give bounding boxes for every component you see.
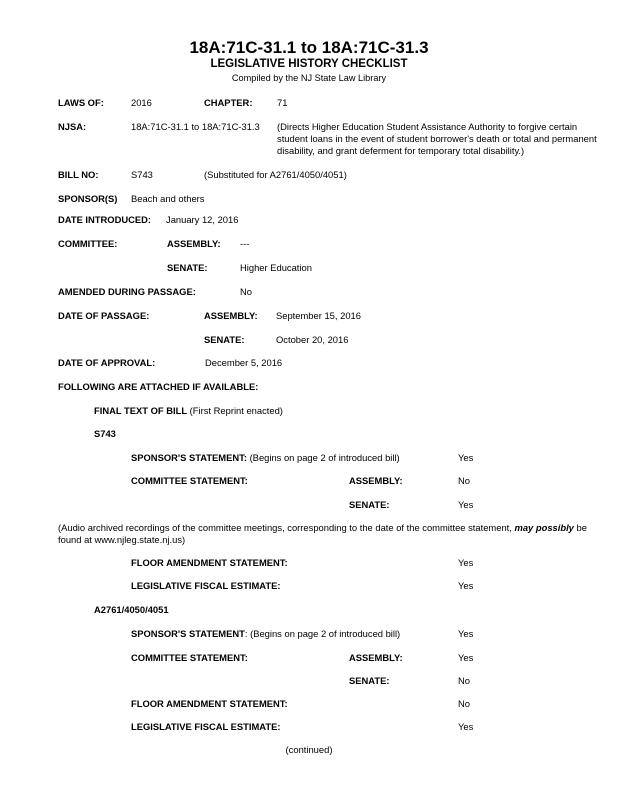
a2761-heading: A2761/4050/4051 bbox=[94, 604, 169, 615]
a2761-floor-value: No bbox=[458, 698, 470, 709]
s743-fiscal-label: LEGISLATIVE FISCAL ESTIMATE: bbox=[131, 580, 281, 591]
a2761-floor-label: FLOOR AMENDMENT STATEMENT: bbox=[131, 698, 288, 709]
bill-no-label: BILL NO: bbox=[58, 169, 99, 180]
audio-note-text-1: (Audio archived recordings of the committee meetings, corresponding to the date of the committee statement, bbox=[58, 522, 515, 533]
a2761-senate-label: SENATE: bbox=[349, 675, 390, 686]
a2761-sponsor-line bbox=[131, 628, 400, 639]
page-subtitle: LEGISLATIVE HISTORY CHECKLIST bbox=[210, 58, 408, 70]
committee-senate-label: SENATE: bbox=[167, 262, 208, 273]
chapter-label: CHAPTER: bbox=[204, 97, 253, 108]
audio-note bbox=[58, 522, 608, 546]
attached-heading: FOLLOWING ARE ATTACHED IF AVAILABLE: bbox=[58, 381, 259, 392]
continued-note: (continued) bbox=[285, 744, 333, 755]
bill-no-note: (Substituted for A2761/4050/4051) bbox=[204, 169, 347, 180]
njsa-value: 18A:71C-31.1 to 18A:71C-31.3 bbox=[131, 121, 260, 132]
audio-note-text-3: ) bbox=[182, 534, 186, 545]
s743-committee-label: COMMITTEE STATEMENT: bbox=[131, 475, 248, 486]
page-title: 18A:71C-31.1 to 18A:71C-31.3 bbox=[189, 38, 429, 57]
a2761-assembly-value: Yes bbox=[458, 652, 474, 663]
s743-sponsor-label: SPONSOR'S STATEMENT: bbox=[131, 452, 247, 463]
a2761-assembly-label: ASSEMBLY: bbox=[349, 652, 403, 663]
passage-assembly-value: September 15, 2016 bbox=[276, 310, 361, 321]
njsa-label: NJSA: bbox=[58, 121, 87, 132]
s743-senate-value: Yes bbox=[458, 499, 474, 510]
sponsors-value: Beach and others bbox=[131, 193, 205, 204]
final-text-line bbox=[94, 405, 283, 416]
s743-sponsor-note: (Begins on page 2 of introduced bill) bbox=[249, 452, 400, 463]
a2761-fiscal-label: LEGISLATIVE FISCAL ESTIMATE: bbox=[131, 721, 281, 732]
audio-note-text-2: be found at bbox=[58, 522, 587, 545]
s743-fiscal-value: Yes bbox=[458, 580, 474, 591]
passage-label: DATE OF PASSAGE: bbox=[58, 310, 150, 321]
s743-sponsor-line bbox=[131, 452, 400, 463]
laws-of-value: 2016 bbox=[131, 97, 152, 108]
a2761-fiscal-value: Yes bbox=[458, 721, 474, 732]
s743-senate-label: SENATE: bbox=[349, 499, 390, 510]
s743-heading: S743 bbox=[94, 428, 116, 439]
a2761-sponsor-note: : (Begins on page 2 of introduced bill) bbox=[244, 628, 401, 639]
date-introduced-label: DATE INTRODUCED: bbox=[58, 214, 152, 225]
s743-sponsor-value: Yes bbox=[458, 452, 474, 463]
s743-floor-value: Yes bbox=[458, 557, 474, 568]
sponsors-label: SPONSOR(S) bbox=[58, 193, 118, 204]
laws-of-label: LAWS OF: bbox=[58, 97, 104, 108]
a2761-sponsor-value: Yes bbox=[458, 628, 474, 639]
audio-note-emphasis: may possibly bbox=[514, 522, 574, 533]
njleg-link[interactable]: www.njleg.state.nj.us bbox=[94, 534, 183, 545]
passage-senate-label: SENATE: bbox=[204, 334, 245, 345]
committee-assembly-label: ASSEMBLY: bbox=[167, 238, 221, 249]
committee-label: COMMITTEE: bbox=[58, 238, 118, 249]
final-text-note: (First Reprint enacted) bbox=[189, 405, 283, 416]
passage-senate-value: October 20, 2016 bbox=[276, 334, 349, 345]
s743-floor-label: FLOOR AMENDMENT STATEMENT: bbox=[131, 557, 288, 568]
a2761-committee-label: COMMITTEE STATEMENT: bbox=[131, 652, 248, 663]
approval-value: December 5, 2016 bbox=[205, 357, 283, 368]
bill-no-value: S743 bbox=[131, 169, 153, 180]
compiled-by: Compiled by the NJ State Law Library bbox=[231, 73, 387, 83]
approval-label: DATE OF APPROVAL: bbox=[58, 357, 156, 368]
committee-senate-value: Higher Education bbox=[240, 262, 312, 273]
passage-assembly-label: ASSEMBLY: bbox=[204, 310, 258, 321]
njsa-description: (Directs Higher Education Student Assistance Authority to forgive certain student loans in the event of student borrower's death or total and permanent disability, and grant deferment for temporary total disability.) bbox=[277, 121, 597, 156]
committee-assembly-value: --- bbox=[240, 238, 250, 249]
date-introduced-value: January 12, 2016 bbox=[166, 214, 239, 225]
s743-assembly-value: No bbox=[458, 475, 470, 486]
final-text-label: FINAL TEXT OF BILL bbox=[94, 405, 188, 416]
amended-label: AMENDED DURING PASSAGE: bbox=[58, 286, 196, 297]
chapter-value: 71 bbox=[277, 97, 288, 108]
amended-value: No bbox=[240, 286, 252, 297]
a2761-sponsor-label: SPONSOR'S STATEMENT bbox=[131, 628, 245, 639]
s743-assembly-label: ASSEMBLY: bbox=[349, 475, 403, 486]
a2761-senate-value: No bbox=[458, 675, 470, 686]
